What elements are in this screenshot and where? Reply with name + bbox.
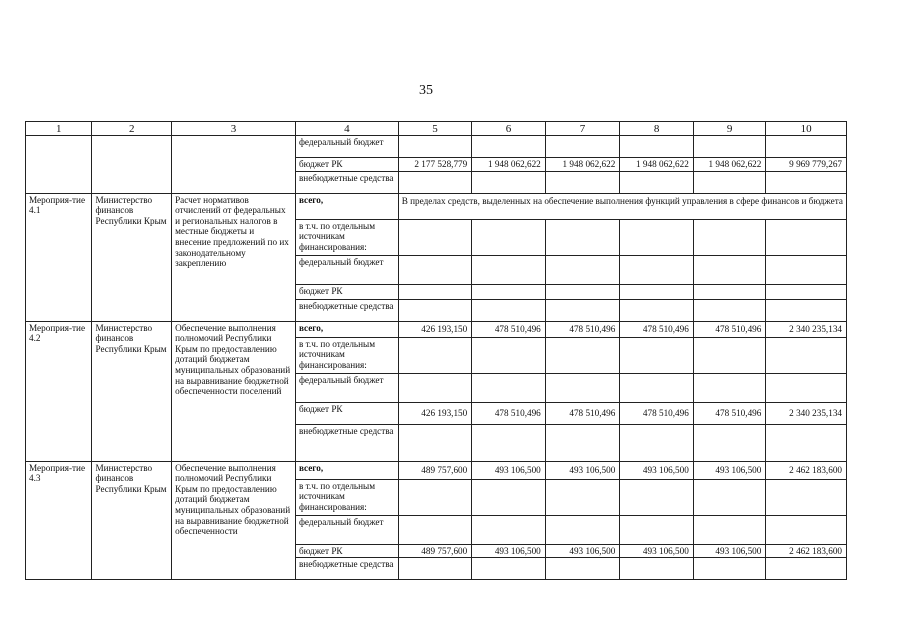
value-cell [472, 515, 546, 544]
value-cell [545, 337, 620, 373]
measure-executor: Министерство финансов Республики Крым [92, 461, 172, 580]
value-cell [545, 284, 620, 299]
funding-source: внебюджетные средства [295, 558, 398, 580]
value-cell: 489 757,600 [398, 544, 472, 558]
value-cell [766, 424, 847, 461]
value-cell [545, 299, 620, 321]
header-cell: 5 [398, 122, 472, 136]
value-cell [693, 299, 766, 321]
value-cell [693, 558, 766, 580]
value-cell [398, 219, 472, 255]
value-cell [693, 479, 766, 515]
value-cell [766, 171, 847, 193]
funding-source: в т.ч. по отдельным источникам финансирования: [295, 219, 398, 255]
value-cell [620, 171, 694, 193]
value-cell: 493 106,500 [472, 544, 546, 558]
value-cell [472, 337, 546, 373]
value-cell [620, 299, 694, 321]
measure-row [26, 193, 847, 219]
measure-row [26, 321, 847, 337]
value-cell: 493 106,500 [620, 544, 694, 558]
value-cell: 478 510,496 [693, 321, 766, 337]
value-cell: 493 106,500 [620, 461, 694, 479]
value-cell: 478 510,496 [472, 321, 546, 337]
value-cell [398, 255, 472, 284]
value-cell [472, 299, 546, 321]
value-cell [472, 558, 546, 580]
funding-source: всего, [295, 193, 398, 219]
funding-source: в т.ч. по отдельным источникам финансирования: [295, 479, 398, 515]
value-cell [766, 219, 847, 255]
funding-source: бюджет РК [295, 158, 398, 172]
value-cell [766, 373, 847, 402]
header-cell: 10 [766, 122, 847, 136]
value-cell: 478 510,496 [472, 402, 546, 424]
value-cell [545, 373, 620, 402]
funding-source: федеральный бюджет [295, 515, 398, 544]
value-cell [472, 424, 546, 461]
value-cell [545, 515, 620, 544]
value-cell [693, 337, 766, 373]
value-cell: 493 106,500 [545, 544, 620, 558]
value-cell [472, 479, 546, 515]
value-cell [620, 373, 694, 402]
value-cell: 478 510,496 [693, 402, 766, 424]
value-cell [472, 284, 546, 299]
value-cell [766, 299, 847, 321]
value-cell [398, 373, 472, 402]
value-cell: 1 948 062,622 [545, 158, 620, 172]
value-cell [766, 479, 847, 515]
header-cell: 7 [545, 122, 620, 136]
value-cell [398, 479, 472, 515]
value-cell [545, 255, 620, 284]
value-cell [693, 171, 766, 193]
value-cell: 426 193,150 [398, 321, 472, 337]
funding-source: всего, [295, 461, 398, 479]
value-cell [620, 515, 694, 544]
value-cell [398, 299, 472, 321]
value-cell: 478 510,496 [545, 321, 620, 337]
funding-source: федеральный бюджет [295, 255, 398, 284]
value-cell [472, 136, 546, 158]
header-cell: 8 [620, 122, 694, 136]
value-cell [766, 337, 847, 373]
measure-id: Мероприя-тие 4.2 [26, 321, 92, 461]
header-cell: 1 [26, 122, 92, 136]
value-cell: 478 510,496 [620, 321, 694, 337]
header-cell: 4 [295, 122, 398, 136]
value-cell [620, 219, 694, 255]
measure-description: Обеспечение выполнения полномочий Республики Крым по предоставлению дотаций бюджетам муниципальных образований на выравнивание бюджетной обеспеченности поселений [172, 321, 296, 461]
value-cell [398, 171, 472, 193]
value-cell [620, 255, 694, 284]
value-cell [766, 255, 847, 284]
value-cell [620, 424, 694, 461]
value-cell: 1 948 062,622 [472, 158, 546, 172]
value-cell [620, 337, 694, 373]
continuation-row [26, 136, 847, 158]
financing-table [25, 121, 847, 580]
value-cell: 426 193,150 [398, 402, 472, 424]
value-cell [693, 424, 766, 461]
value-cell [620, 558, 694, 580]
header-cell: 3 [172, 122, 296, 136]
value-cell: 2 177 528,779 [398, 158, 472, 172]
value-cell [620, 284, 694, 299]
value-cell [398, 515, 472, 544]
value-cell [472, 219, 546, 255]
value-cell: 9 969 779,267 [766, 158, 847, 172]
funding-source: внебюджетные средства [295, 171, 398, 193]
funding-source: всего, [295, 321, 398, 337]
funding-source: бюджет РК [295, 402, 398, 424]
measure-row [26, 461, 847, 479]
value-cell [545, 171, 620, 193]
value-cell [693, 373, 766, 402]
header-row [26, 122, 847, 136]
value-cell [545, 136, 620, 158]
funding-source: федеральный бюджет [295, 136, 398, 158]
value-cell [766, 558, 847, 580]
value-cell: 1 948 062,622 [620, 158, 694, 172]
funding-note: В пределах средств, выделенных на обеспечение выполнения функций управления в сфере финансов и бюджета [398, 193, 846, 219]
measure-description: Расчет нормативов отчислений от федеральных и региональных налогов в местные бюджеты и внесение предложений по их законодательному закреплению [172, 193, 296, 321]
value-cell [472, 373, 546, 402]
value-cell: 1 948 062,622 [693, 158, 766, 172]
measure-id: Мероприя-тие 4.1 [26, 193, 92, 321]
value-cell [545, 479, 620, 515]
funding-source: внебюджетные средства [295, 299, 398, 321]
measure-id: Мероприя-тие 4.3 [26, 461, 92, 580]
funding-source: в т.ч. по отдельным источникам финансирования: [295, 337, 398, 373]
continuation-description-cell [172, 136, 296, 194]
funding-source: бюджет РК [295, 284, 398, 299]
funding-source: внебюджетные средства [295, 424, 398, 461]
value-cell: 493 106,500 [693, 544, 766, 558]
value-cell: 2 340 235,134 [766, 402, 847, 424]
value-cell: 478 510,496 [620, 402, 694, 424]
value-cell [398, 136, 472, 158]
header-cell: 6 [472, 122, 546, 136]
value-cell [766, 284, 847, 299]
value-cell [620, 479, 694, 515]
value-cell [693, 284, 766, 299]
value-cell [620, 136, 694, 158]
value-cell [398, 424, 472, 461]
header-cell: 2 [92, 122, 172, 136]
header-cell: 9 [693, 122, 766, 136]
value-cell [766, 136, 847, 158]
value-cell [693, 515, 766, 544]
page-number: 35 [419, 83, 433, 98]
value-cell [398, 558, 472, 580]
value-cell [472, 255, 546, 284]
measure-description: Обеспечение выполнения полномочий Республики Крым по предоставлению дотаций бюджетам муниципальных образований на выравнивание бюджетной обеспеченности [172, 461, 296, 580]
value-cell: 2 340 235,134 [766, 321, 847, 337]
value-cell [766, 515, 847, 544]
value-cell: 493 106,500 [472, 461, 546, 479]
value-cell [472, 171, 546, 193]
funding-source: федеральный бюджет [295, 373, 398, 402]
measure-executor: Министерство финансов Республики Крым [92, 321, 172, 461]
value-cell [693, 219, 766, 255]
value-cell [545, 558, 620, 580]
value-cell [693, 136, 766, 158]
table-body [26, 122, 847, 580]
continuation-executor-cell [92, 136, 172, 194]
value-cell [398, 337, 472, 373]
value-cell [398, 284, 472, 299]
value-cell: 478 510,496 [545, 402, 620, 424]
value-cell: 2 462 183,600 [766, 461, 847, 479]
value-cell [545, 219, 620, 255]
value-cell: 489 757,600 [398, 461, 472, 479]
measure-executor: Министерство финансов Республики Крым [92, 193, 172, 321]
funding-source: бюджет РК [295, 544, 398, 558]
value-cell [545, 424, 620, 461]
value-cell [693, 255, 766, 284]
value-cell: 2 462 183,600 [766, 544, 847, 558]
value-cell: 493 106,500 [693, 461, 766, 479]
continuation-id-cell [26, 136, 92, 194]
value-cell: 493 106,500 [545, 461, 620, 479]
